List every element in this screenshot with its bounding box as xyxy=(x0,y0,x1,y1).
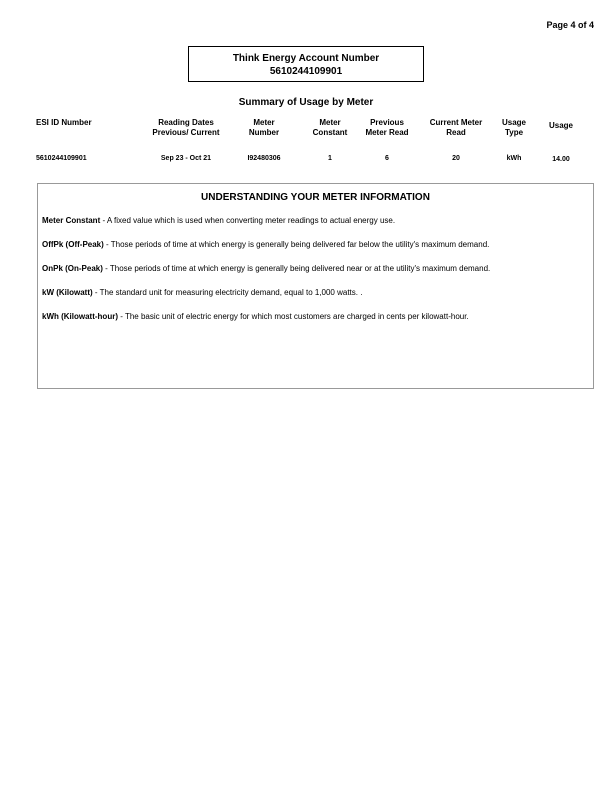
definition-text: - The standard unit for measuring electricity demand, equal to 1,000 watts. . xyxy=(92,288,363,297)
header-esi-id-label: ESI ID Number xyxy=(36,118,92,127)
account-number: 5610244109901 xyxy=(269,66,343,77)
header-meter-constant xyxy=(300,118,360,138)
header-reading-dates-line2: Previous/ Current xyxy=(152,128,220,137)
header-meter-constant-line1: Meter xyxy=(319,118,341,127)
meter-info-title: UNDERSTANDING YOUR METER INFORMATION xyxy=(201,192,430,203)
usage-summary-table xyxy=(36,118,592,168)
header-previous-read xyxy=(360,118,414,138)
definition-term: Meter Constant xyxy=(42,216,101,225)
definition-kilowatt xyxy=(42,288,589,298)
account-number-box xyxy=(188,46,424,82)
cell-meter-constant: 1 xyxy=(328,155,332,162)
header-meter-constant-line2: Constant xyxy=(312,128,348,137)
header-current-read-line1: Current Meter xyxy=(429,118,483,127)
definition-term: kW (Kilowatt) xyxy=(42,288,93,297)
account-title: Think Energy Account Number xyxy=(232,53,380,64)
header-reading-dates xyxy=(144,118,228,138)
definition-text: - A fixed value which is used when converting meter readings to actual energy use. xyxy=(100,216,396,225)
header-meter-number xyxy=(228,118,300,138)
header-usage-label: Usage xyxy=(548,121,573,130)
cell-reading-dates: Sep 23 - Oct 21 xyxy=(160,155,212,162)
header-usage-type xyxy=(498,118,530,138)
cell-usage: 14.00 xyxy=(552,156,570,163)
definition-term: OnPk (On-Peak) xyxy=(42,264,103,273)
definition-text: - The basic unit of electric energy for which most customers are charged in cents per kilowatt-hour. xyxy=(117,312,469,321)
header-meter-number-line2: Number xyxy=(248,128,280,137)
header-reading-dates-line1: Reading Dates xyxy=(158,118,214,127)
cell-meter-number: I92480306 xyxy=(247,155,281,162)
header-usage xyxy=(530,118,592,131)
definition-meter-constant xyxy=(42,216,589,226)
summary-title: Summary of Usage by Meter xyxy=(238,97,374,108)
cell-previous-read: 6 xyxy=(385,155,389,162)
header-current-read xyxy=(414,118,498,138)
cell-esi-id: 5610244109901 xyxy=(36,155,87,162)
definition-text: - Those periods of time at which energy is generally being delivered near or at the utility's maximum demand. xyxy=(102,264,491,273)
page-number: Page 4 of 4 xyxy=(546,20,594,30)
cell-usage-type: kWh xyxy=(506,155,522,162)
table-row xyxy=(36,154,592,168)
header-usage-type-line2: Type xyxy=(504,128,524,137)
header-esi-id xyxy=(36,118,144,128)
definition-kilowatt-hour xyxy=(42,312,589,322)
definition-off-peak xyxy=(42,240,589,250)
meter-info-box xyxy=(37,183,594,389)
definition-on-peak xyxy=(42,264,589,274)
definition-text: - Those periods of time at which energy is generally being delivered far below the utility's maximum demand. xyxy=(103,240,490,249)
definition-term: kWh (Kilowatt-hour) xyxy=(42,312,118,321)
definition-term: OffPk (Off-Peak) xyxy=(42,240,104,249)
header-previous-read-line2: Meter Read xyxy=(365,128,409,137)
header-meter-number-line1: Meter xyxy=(253,118,275,127)
header-previous-read-line1: Previous xyxy=(370,118,404,127)
cell-current-read: 20 xyxy=(452,155,460,162)
header-current-read-line2: Read xyxy=(446,128,466,137)
table-header-row xyxy=(36,118,592,154)
header-usage-type-line1: Usage xyxy=(501,118,526,127)
